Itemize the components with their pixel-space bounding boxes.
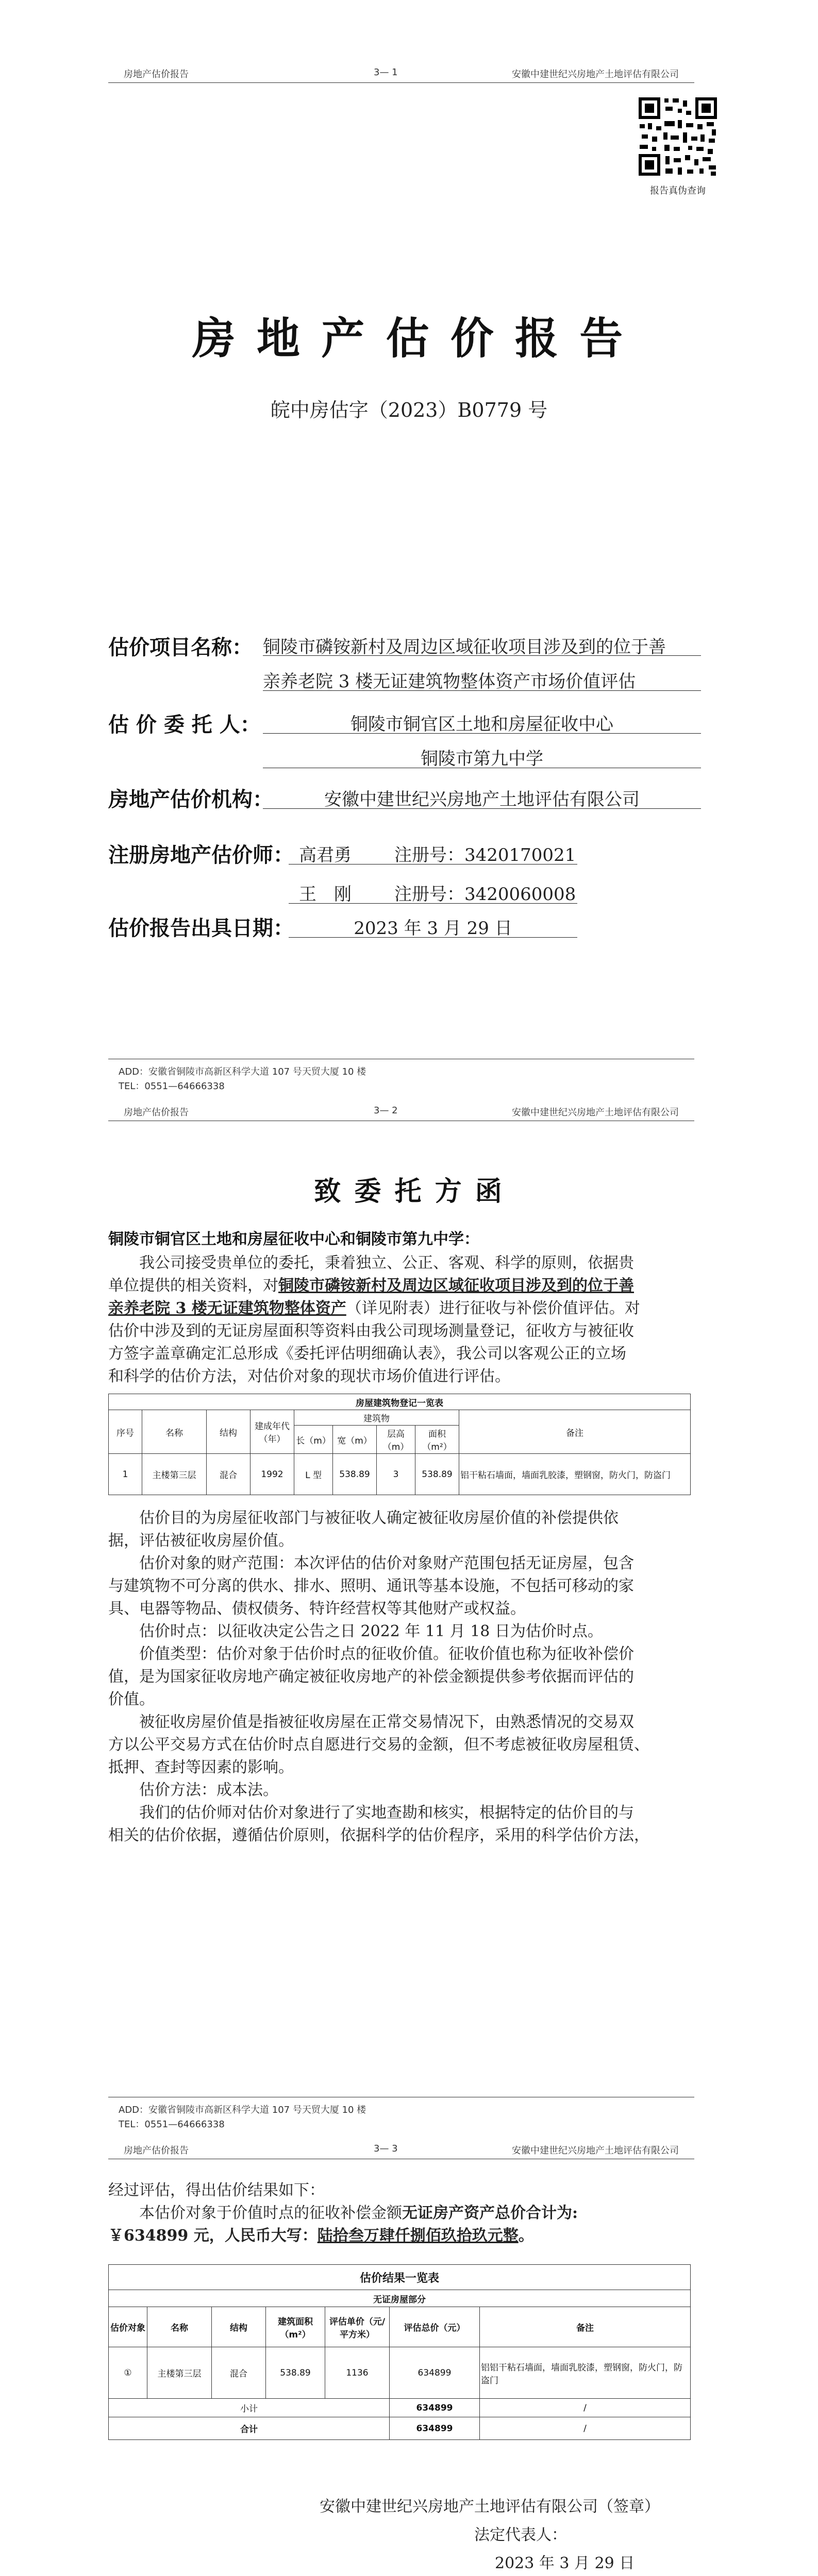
- page-header: [108, 62, 694, 83]
- cell: 634899: [390, 2347, 480, 2399]
- cell: 1992: [251, 1454, 294, 1495]
- header-left: 房地产估价报告: [124, 69, 189, 80]
- client-label: 估 价 委 托 人：: [108, 713, 261, 737]
- col-header: 结构: [207, 1410, 251, 1454]
- underline: [263, 690, 701, 691]
- underline: [289, 937, 577, 938]
- letter-title: 致 委 托 方 函: [314, 1176, 504, 1207]
- text-line: 和科学的估价方法，对估价对象的现状市场价值进行评估。: [108, 1367, 510, 1385]
- text-line: 值，是为国家征收房地产确定被征收房地产的补偿金额提供参考依据而评估的: [108, 1668, 634, 1686]
- cell: 538.89: [266, 2347, 325, 2399]
- col-header: 层高（m）: [377, 1426, 415, 1454]
- text-line: 价值。: [108, 1690, 155, 1708]
- appraiser-2-name: 王 刚: [299, 884, 352, 905]
- cell: /: [480, 2399, 691, 2417]
- col-header: 备注: [459, 1410, 691, 1454]
- cell: 634899: [390, 2417, 480, 2440]
- text-line: 价值类型：估价对象于估价时点的征收价值。征收价值也称为征收补偿价: [139, 1645, 634, 1663]
- text-line: [108, 2225, 691, 2247]
- cell: 小计: [109, 2399, 390, 2417]
- cell: 538.89: [333, 1454, 377, 1495]
- cell: /: [480, 2417, 691, 2440]
- header-right: 安徽中建世纪兴房地产土地评估有限公司: [512, 2145, 679, 2156]
- table-title: 房屋建筑物登记一览表: [109, 1394, 691, 1410]
- date-label: 估价报告出具日期：: [108, 917, 294, 940]
- table-title: 估价结果一览表: [109, 2265, 691, 2290]
- underline: [289, 903, 577, 904]
- page-cover: [0, 62, 818, 1103]
- appraiser-1-name: 高君勇: [299, 845, 352, 866]
- appraiser-2-reg: 注册号：3420060008: [394, 884, 576, 905]
- org-name: 安徽中建世纪兴房地产土地评估有限公司: [324, 789, 640, 810]
- qr-code[interactable]: [637, 95, 719, 178]
- text-line: [108, 2202, 691, 2225]
- page-letter: [0, 1100, 818, 2141]
- result-date: 2023 年 3 月 29 日: [495, 2554, 635, 2572]
- cell: 1: [109, 1454, 142, 1495]
- underline: [263, 655, 701, 656]
- client-1: 铜陵市铜官区土地和房屋征收中心: [350, 714, 613, 735]
- header-left: 房地产估价报告: [124, 2145, 189, 2156]
- text-line: 据，评估被征收房屋价值。: [108, 1532, 294, 1550]
- footer-tel: TEL：0551—64666338: [119, 1081, 225, 1092]
- text-line: 估价方法：成本法。: [139, 1781, 278, 1799]
- report-title: 房 地 产 估 价 报 告: [192, 313, 626, 364]
- cell: 538.89: [415, 1454, 459, 1495]
- appraiser-label: 注册房地产估价师：: [108, 843, 294, 867]
- report-number: 皖中房估字（2023）B0779 号: [270, 399, 548, 421]
- text-line: 估价目的为房屋征收部门与被征收人确定被征收房屋价值的补偿提供依: [139, 1509, 619, 1527]
- col-header: 结构: [212, 2307, 266, 2347]
- cell: 主楼第三层: [147, 2347, 212, 2399]
- cell: L 型: [294, 1454, 333, 1495]
- cell: ①: [109, 2347, 147, 2399]
- project-label: 估价项目名称：: [108, 636, 253, 659]
- project-line-2: 亲养老院 3 楼无证建筑物整体资产市场价值评估: [263, 671, 636, 692]
- col-header: 面积（m²）: [415, 1426, 459, 1454]
- cell: 1136: [325, 2347, 390, 2399]
- legal-representative: 法定代表人：: [474, 2526, 567, 2544]
- col-header: 评估总价（元）: [390, 2307, 480, 2347]
- page-header: [108, 2138, 694, 2159]
- page-footer: [108, 1059, 694, 1095]
- page-header: [108, 1100, 694, 1121]
- total-label-bold: 无证房产资产总价合计为:: [402, 2204, 578, 2222]
- text-run: 。: [518, 2227, 534, 2245]
- col-header: 建筑面积（m²）: [266, 2307, 325, 2347]
- col-header: 名称: [147, 2307, 212, 2347]
- text-line: 抵押、查封等因素的影响。: [108, 1758, 294, 1776]
- report-date: 2023 年 3 月 29 日: [354, 918, 512, 939]
- total-amount-words: 陆拾叁万肆仟捌佰玖拾玖元整: [317, 2227, 519, 2245]
- total-amount: ￥634899 元，人民币大写：: [108, 2227, 318, 2245]
- footer-tel: TEL：0551—64666338: [119, 2119, 225, 2130]
- text-line: 方签字盖章确定汇总形成《委托评估明细确认表》，我公司以客观公正的立场: [108, 1345, 626, 1363]
- text-run: 单位提供的相关资料，对: [108, 1277, 278, 1295]
- org-label: 房地产估价机构：: [108, 788, 273, 811]
- qr-caption: 报告真伪查询: [650, 185, 706, 196]
- underline: [289, 864, 577, 865]
- project-name-bold: 亲养老院 3 楼无证建筑物整体资产: [108, 1299, 346, 1317]
- appraiser-1-reg: 注册号：3420170021: [394, 845, 576, 866]
- footer-address: ADD：安徽省铜陵市高新区科学大道 107 号天贸大厦 10 楼: [119, 1066, 366, 1077]
- cell: 混合: [207, 1454, 251, 1495]
- addressee: 铜陵市铜官区土地和房屋征收中心和铜陵市第九中学：: [108, 1230, 479, 1248]
- text-line: 相关的估价依据，遵循估价原则，依据科学的估价程序，采用的科学估价方法，: [108, 1826, 649, 1844]
- subtotal-row: [109, 2399, 691, 2417]
- client-2: 铜陵市第九中学: [421, 749, 543, 769]
- cell: 634899: [390, 2399, 480, 2417]
- table-row: [109, 2347, 691, 2399]
- table-subtitle: 无证房屋部分: [109, 2290, 691, 2307]
- cell: 混合: [212, 2347, 266, 2399]
- col-header: 序号: [109, 1410, 142, 1454]
- text-line: [108, 1297, 691, 1320]
- text-line: 经过评估，得出估价结果如下：: [108, 2181, 325, 2199]
- paragraph: [108, 1252, 691, 1388]
- col-header: 评估单价（元/平方米）: [325, 2307, 390, 2347]
- page-result: [0, 2138, 818, 2576]
- col-header: 估价对象: [109, 2307, 147, 2347]
- text-run: 本估价对象于价值时点的征收补偿金额: [139, 2204, 402, 2222]
- valuation-result-table: [108, 2264, 691, 2440]
- company-signature: 安徽中建世纪兴房地产土地评估有限公司（签章）: [320, 2498, 660, 2516]
- text-line: [108, 1275, 691, 1297]
- col-header: 建成年代（年）: [251, 1410, 294, 1454]
- col-header: 宽（m）: [333, 1426, 377, 1454]
- col-header: 名称: [142, 1410, 207, 1454]
- text-line: 具、电器等物品、债权债务、特许经营权等其他财产或权益。: [108, 1600, 526, 1618]
- text-line: 方以公平交易方式在估价时点自愿进行交易的金额，但不考虑被征收房屋租赁、: [108, 1736, 649, 1754]
- header-right: 安徽中建世纪兴房地产土地评估有限公司: [512, 1107, 679, 1118]
- header-page-number: 3— 1: [374, 67, 398, 78]
- header-page-number: 3— 3: [374, 2143, 398, 2154]
- paragraph: [108, 2179, 691, 2247]
- cell: 铝干粘石墙面，墙面乳胶漆，塑钢窗，防火门，防盗门: [459, 1454, 691, 1495]
- text-line: 与建筑物不可分离的供水、排水、照明、通讯等基本设施，不包括可移动的家: [108, 1577, 634, 1595]
- text-run: （详见附表）进行征收与补偿价值评估。对: [346, 1299, 640, 1317]
- project-line-1: 铜陵市磷铵新村及周边区域征收项目涉及到的位于善: [263, 637, 666, 657]
- total-row: [109, 2417, 691, 2440]
- underline: [263, 808, 701, 809]
- project-name-bold: 铜陵市磷铵新村及周边区域征收项目涉及到的位于善: [278, 1277, 634, 1295]
- col-header: 备注: [480, 2307, 691, 2347]
- paragraph: [108, 1507, 691, 1847]
- table-row: [109, 1454, 691, 1495]
- cell: 主楼第三层: [142, 1454, 207, 1495]
- underline: [263, 733, 701, 734]
- cell: 合计: [109, 2417, 390, 2440]
- text-line: 我公司接受贵单位的委托，秉着独立、公正、客观、科学的原则，依据贵: [139, 1254, 634, 1272]
- col-header: 建筑物: [294, 1410, 459, 1426]
- building-register-table: [108, 1394, 691, 1495]
- text-line: 我们的估价师对估价对象进行了实地查勘和核实，根据特定的估价目的与: [139, 1804, 634, 1822]
- page-footer: [108, 2097, 694, 2133]
- header-left: 房地产估价报告: [124, 1107, 189, 1118]
- text-line: 估价对象的财产范围：本次评估的估价对象财产范围包括无证房屋，包含: [139, 1554, 634, 1572]
- header-right: 安徽中建世纪兴房地产土地评估有限公司: [512, 69, 679, 80]
- header-page-number: 3— 2: [374, 1105, 398, 1116]
- text-line: 被征收房屋价值是指被征收房屋在正常交易情况下，由熟悉情况的交易双: [139, 1713, 634, 1731]
- cell: 铝铝干粘石墙面，墙面乳胶漆，塑钢窗，防火门，防盗门: [480, 2347, 691, 2399]
- cell: 3: [377, 1454, 415, 1495]
- text-line: 估价时点：以征收决定公告之日 2022 年 11 月 18 日为估价时点。: [139, 1622, 603, 1640]
- footer-address: ADD：安徽省铜陵市高新区科学大道 107 号天贸大厦 10 楼: [119, 2105, 366, 2115]
- col-header: 长（m）: [294, 1426, 333, 1454]
- text-line: 估价中涉及到的无证房屋面积等资料由我公司现场测量登记，征收方与被征收: [108, 1322, 634, 1340]
